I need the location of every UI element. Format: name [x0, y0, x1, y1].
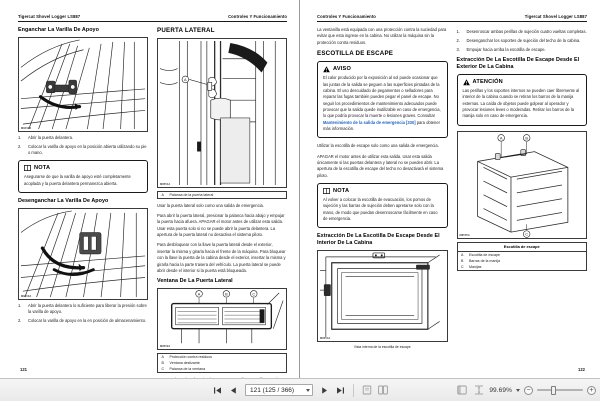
list-item: 1. Abrir la puerta delantera lo suficiente para liberar la presión sobre la varilla de apoyo.: [18, 302, 147, 315]
header-section-left: Controles Y Funcionamiento: [228, 14, 287, 19]
caution-title-row: [463, 79, 582, 86]
heading-extraccion-exterior: Extracción De La Escotilla De Escape Desde El Exterior De La Cabina: [456, 57, 580, 70]
warning-text: El calor producido por la exposición al sol puede ocasionar que las juntas de la salida se peguen a las superficies pintadas de la cabina. El uso descuidado de pegamentos o selladores para reparar las fugas también pueden pegar el panel de escape. No seguir los procedimientos de mantenimiento adecuados puede provocar que la salida quede inutilizable en caso de emergencia, lo que podría provocar la muerte o lesiones graves. Consultar Mantenimiento de la salida de emergencia [330] para obtener más información.: [323, 75, 441, 132]
table-row: B Ventana deslizante: [161, 360, 200, 365]
caution-title: ATENCIÓN: [472, 78, 503, 85]
table-row: B Barras de la manija: [461, 258, 500, 263]
sidebar-toggle-button[interactable]: [455, 383, 468, 398]
svg-text:C: C: [252, 291, 256, 297]
para-abrir-puerta: Para abrir la puerta lateral, presionar la palanca hacia abajo y empujar la puerta hacia afuera. APAGAR el motor antes de utilizar esta salida. Usar esta puerta solo si no se puede abrir la puerta delantera. La apertura de la puerta lateral no desactiva el sistema piloto.: [157, 213, 285, 238]
figure-id: M8452A: [21, 126, 32, 130]
note-box-escotilla: [317, 183, 448, 228]
para-apagar-motor: APAGAR el motor antes de utilizar esta salida. Usar esta salida únicamente si las puertas delantera y lateral no se pueden abrir. La apertura de la escotilla de escape del techo no desactivará el sistema piloto.: [317, 153, 444, 178]
note-title-row: [24, 165, 142, 171]
legend-escotilla-escape: [457, 242, 588, 271]
first-page-icon: [213, 386, 222, 395]
header-title-left: Tigercat Shovel Logger LS887: [18, 14, 81, 19]
warning-box-aviso: [317, 61, 448, 139]
facing-pages-icon: [378, 385, 388, 395]
running-header-right: [317, 14, 587, 21]
last-page-icon: [336, 386, 345, 395]
note-box-varilla: [18, 160, 148, 193]
zoom-in-button[interactable]: +: [587, 386, 596, 395]
heading-ventana-puerta: Ventana De La Puerta Lateral: [157, 278, 233, 285]
next-page-icon: [320, 386, 329, 395]
figure-desenganchar-varilla: [18, 208, 148, 300]
warning-title-row: [323, 66, 442, 73]
single-page-view-button[interactable]: [360, 383, 373, 398]
note-text: Al volver a colocar la escotilla de evacuación, los pomos de sujeción y las barras de sujeción deben apretarse solo con la mano, de modo que puedan desenroscarse fácilmente en caso de emergencia.: [323, 197, 438, 222]
header-rule-right: [317, 21, 587, 22]
table-row: C Palanca de la ventana: [161, 366, 206, 371]
figure-escotilla-interior: [317, 250, 448, 342]
page-number-field[interactable]: [245, 384, 313, 396]
figure-id: M8554A: [320, 336, 331, 340]
last-page-button[interactable]: [334, 383, 347, 398]
page-number-right: 122: [578, 367, 585, 372]
zoom-controls-group: [455, 383, 596, 398]
next-page-button[interactable]: [318, 383, 331, 398]
para-ventanilla-proteccion: La ventanilla está equipada con una protección contra la suciedad para evitar que esta ingrese en la cabina. No utilizar la máquina sin la protección contra residuos.: [317, 27, 447, 45]
para-usar-puerta: Usar la puerta lateral solo como una salida de emergencia.: [157, 202, 264, 208]
book-icon: [24, 165, 31, 171]
list-item: 2. Colocar la varilla de apoyo en la posición abierta utilizando su pie o mano.: [18, 143, 147, 155]
note-title-row: [323, 188, 442, 194]
zoom-level-label: 99.69%: [489, 386, 512, 394]
table-row: A Palanca de la puerta lateral: [161, 192, 214, 197]
legend-puerta-lateral: [157, 191, 287, 199]
svg-text:A: A: [197, 291, 201, 297]
svg-text:C: C: [524, 231, 528, 237]
zoom-out-button[interactable]: −: [524, 386, 533, 395]
caution-box-atencion: [457, 74, 588, 126]
table-row: C Manijas: [460, 264, 482, 269]
previous-page-icon: [229, 386, 238, 395]
heading-enganchar-varilla: Enganchar La Varilla De Apoyo: [18, 27, 99, 33]
figure-escotilla-exterior: [457, 131, 588, 239]
figure-id: M8551A: [160, 182, 171, 186]
running-header-left: [18, 14, 287, 21]
zoom-slider[interactable]: [537, 386, 583, 395]
caution-text: Las perillas y los soportes internos se pueden caer libremente al interior de la cabina cuando se retiran los barros de la manija externas. La caída de objetos puede golpear al operador y provocar lesiones leves o moderadas. Retirar los barros de la manija solo en caso de emergencia.: [462, 88, 580, 119]
figure-ventana-puerta: [157, 288, 287, 350]
right-page-column-2: [457, 27, 588, 357]
heading-extraccion-interior: Extracción De La Escotilla De Escape Desde El Interior De La Cabina: [317, 233, 440, 247]
table-row: A Escotilla de escape: [461, 252, 500, 257]
warning-triangle-icon: [323, 66, 330, 73]
svg-text:B: B: [524, 135, 528, 141]
figure-puerta-lateral: [157, 38, 287, 188]
svg-text:B: B: [225, 291, 228, 297]
steps-enganchar: [18, 135, 148, 157]
heading-puerta-lateral: PUERTA LATERAL: [157, 27, 215, 34]
list-item: 2. Colocar la varilla de apoyo en la en posición de almacenamiento.: [18, 317, 147, 323]
list-item: 1. Desenroscar ambas perillas de sujeción cuatro vueltas completas.: [456, 29, 587, 34]
note-title: NOTA: [333, 188, 350, 195]
header-title-right: Tigercat Shovel Logger LS887: [524, 14, 587, 19]
right-page-column-1: [317, 27, 448, 357]
figure-id: M8555A: [459, 233, 470, 237]
sidebar-icon: [457, 385, 467, 395]
warning-triangle-icon: [463, 79, 470, 86]
note-text: Asegurarse de que la varilla de apoyo esté completamente acoplada y la puerta delantera permanezca abierta.: [24, 174, 131, 186]
page-number-left: 121: [20, 367, 27, 372]
left-page-column-2: [157, 27, 287, 371]
list-item: 1. Abrir la puerta delantera.: [18, 134, 74, 140]
figure-id: M8453A: [21, 294, 32, 298]
header-rule-left: [18, 21, 287, 22]
left-page-column-1: [18, 27, 148, 357]
fit-page-icon: [474, 385, 484, 395]
pdf-page-left: [6, 0, 300, 378]
warning-title: AVISO: [333, 66, 351, 73]
viewer-bottom-toolbar: [0, 378, 600, 401]
table-row: A Protección contra residuos: [161, 354, 213, 359]
zoom-dropdown-chevron-icon[interactable]: [516, 389, 520, 392]
header-section-right: Controles Y Funcionamiento: [317, 14, 376, 19]
pdf-page-right: [305, 0, 599, 378]
previous-page-button[interactable]: [227, 383, 240, 398]
note-title: NOTA: [34, 165, 51, 172]
fit-page-button[interactable]: [472, 383, 485, 398]
page-navigation-group: [211, 383, 389, 398]
cross-reference-link[interactable]: Mantenimiento de la salida de emergencia [330]: [323, 119, 416, 125]
para-utilizar-escotilla: Utilizar la escotilla de escape solo como una salida de emergencia.: [317, 143, 439, 149]
list-item: 3. Empujar hacia arriba la escotilla de escape.: [456, 46, 546, 52]
list-item: 2. Desenganchar los soportes de sujeción del techo de la cabina.: [456, 37, 581, 43]
figure-caption-interior: Vista interna de la escotilla de escape: [353, 344, 411, 349]
figure-enganchar-varilla: [18, 37, 148, 132]
zoom-slider-thumb[interactable]: [551, 386, 556, 395]
toolbar-divider: [353, 384, 354, 397]
para-bloquear-puerta: Para desbloquear con la llave la puerta lateral desde el exterior, insertar la misma y girarla hacia el frente de la máquina. Para bloquear con la llave la puerta de la cabina desde el exterior, insertar la misma y girarla hacia la parte trasera del vehículo. La puerta lateral se puede abrir desde el interior si la puerta está bloqueada.: [157, 242, 286, 273]
page-number-input[interactable]: [250, 387, 304, 394]
legend-caption: Escotilla de escape: [457, 242, 588, 251]
steps-extraccion: [457, 29, 588, 53]
legend-ventana-puerta: [157, 353, 287, 373]
svg-text:A: A: [184, 76, 187, 82]
chevron-down-icon[interactable]: [306, 389, 310, 392]
svg-text:A: A: [499, 135, 502, 141]
heading-desenganchar-varilla: Desenganchar La Varilla De Apoyo: [18, 197, 109, 204]
book-icon: [323, 188, 330, 194]
figure-id: M8552A: [160, 344, 171, 348]
facing-page-view-button[interactable]: [376, 383, 389, 398]
zoom-slider-track: [537, 389, 583, 391]
first-page-button[interactable]: [211, 383, 224, 398]
single-page-icon: [362, 385, 372, 395]
steps-desenganchar: [18, 303, 148, 325]
heading-escotilla-escape: ESCOTILLA DE ESCAPE: [317, 50, 394, 58]
